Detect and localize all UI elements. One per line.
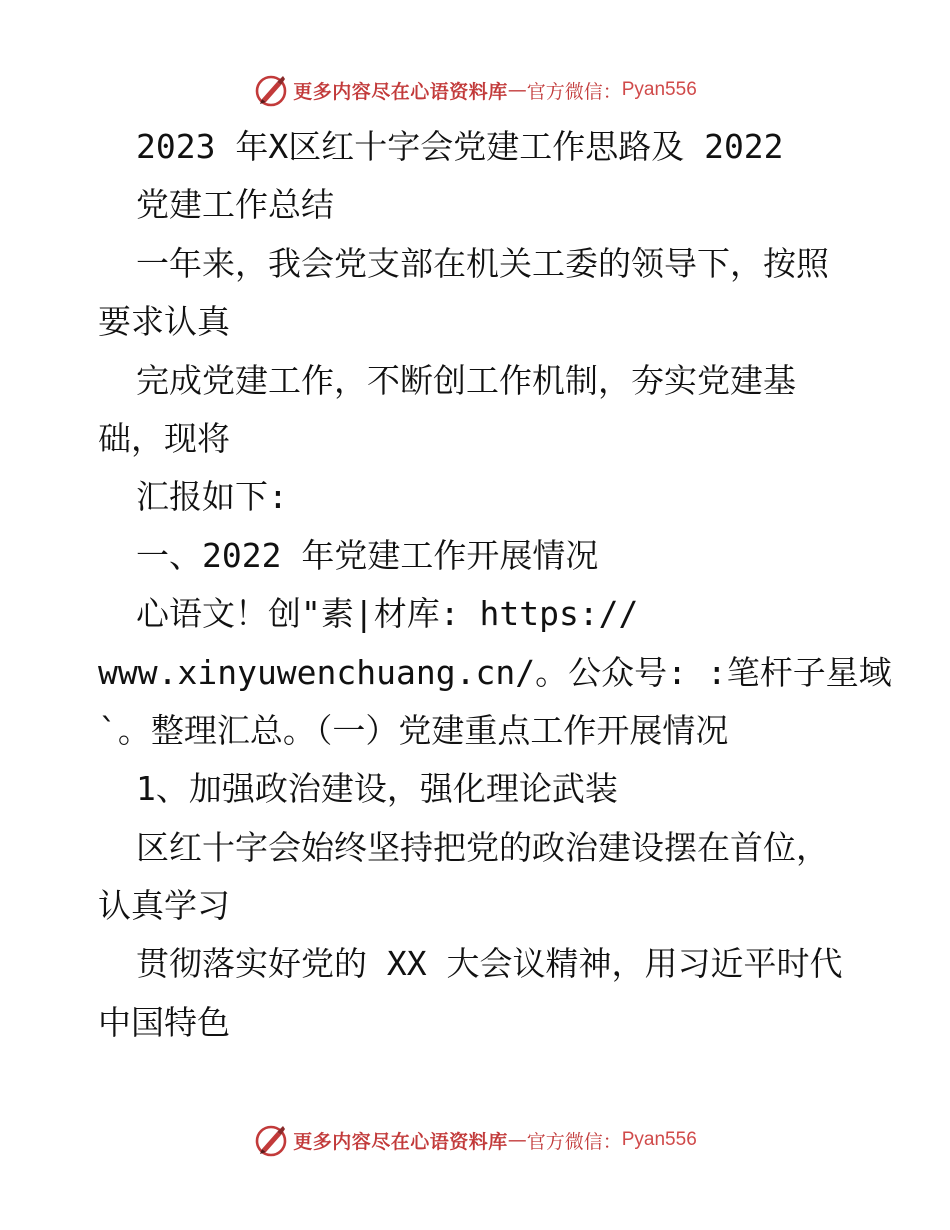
- text-line: 区红十字会始终坚持把党的政治建设摆在首位，: [136, 827, 829, 867]
- text-line: 要求认真: [98, 302, 230, 342]
- header-banner: [0, 70, 950, 110]
- text-line: 1、加强政治建设，强化理论武装: [136, 769, 618, 809]
- text-line: 中国特色: [98, 1002, 230, 1042]
- text-line: 心语文！创"素|材库: https://: [136, 594, 639, 634]
- text-line: 一、2022 年党建工作开展情况: [136, 535, 599, 575]
- text-line: 2023 年X区红十字会党建工作思路及 2022: [136, 127, 784, 166]
- banner-wechat-label: 官方微信：: [526, 80, 622, 103]
- banner-separator: —: [507, 79, 527, 101]
- text-line: `。整理汇总。（一）党建重点工作开展情况: [98, 710, 729, 750]
- document-body: [98, 118, 892, 1052]
- text-line: 党建工作总结: [136, 185, 334, 225]
- banner-title: 更多内容尽在心语资料库: [293, 1130, 508, 1153]
- text-line: 贯彻落实好党的 XX 大会议精神，用习近平时代: [136, 944, 843, 984]
- banner-title: 更多内容尽在心语资料库: [293, 80, 508, 103]
- banner-separator: —: [507, 1129, 527, 1151]
- text-line: 础，现将: [98, 418, 230, 458]
- text-line: 汇报如下:: [136, 477, 288, 517]
- banner-wechat-id: Pyan556: [621, 79, 697, 100]
- banner-wechat-label: 官方微信：: [526, 1130, 622, 1153]
- banner-wechat-id: Pyan556: [621, 1129, 697, 1150]
- text-line: www.xinyuwenchuang.cn/。公众号: :笔杆子星域: [98, 652, 892, 692]
- text-line: 认真学习: [98, 886, 230, 926]
- pen-logo-icon: [253, 1122, 289, 1158]
- text-line: 完成党建工作，不断创工作机制，夯实党建基: [136, 360, 796, 400]
- pen-logo-icon: [253, 72, 289, 108]
- footer-banner: [0, 1120, 950, 1160]
- text-line: 一年来，我会党支部在机关工委的领导下，按照: [136, 243, 829, 283]
